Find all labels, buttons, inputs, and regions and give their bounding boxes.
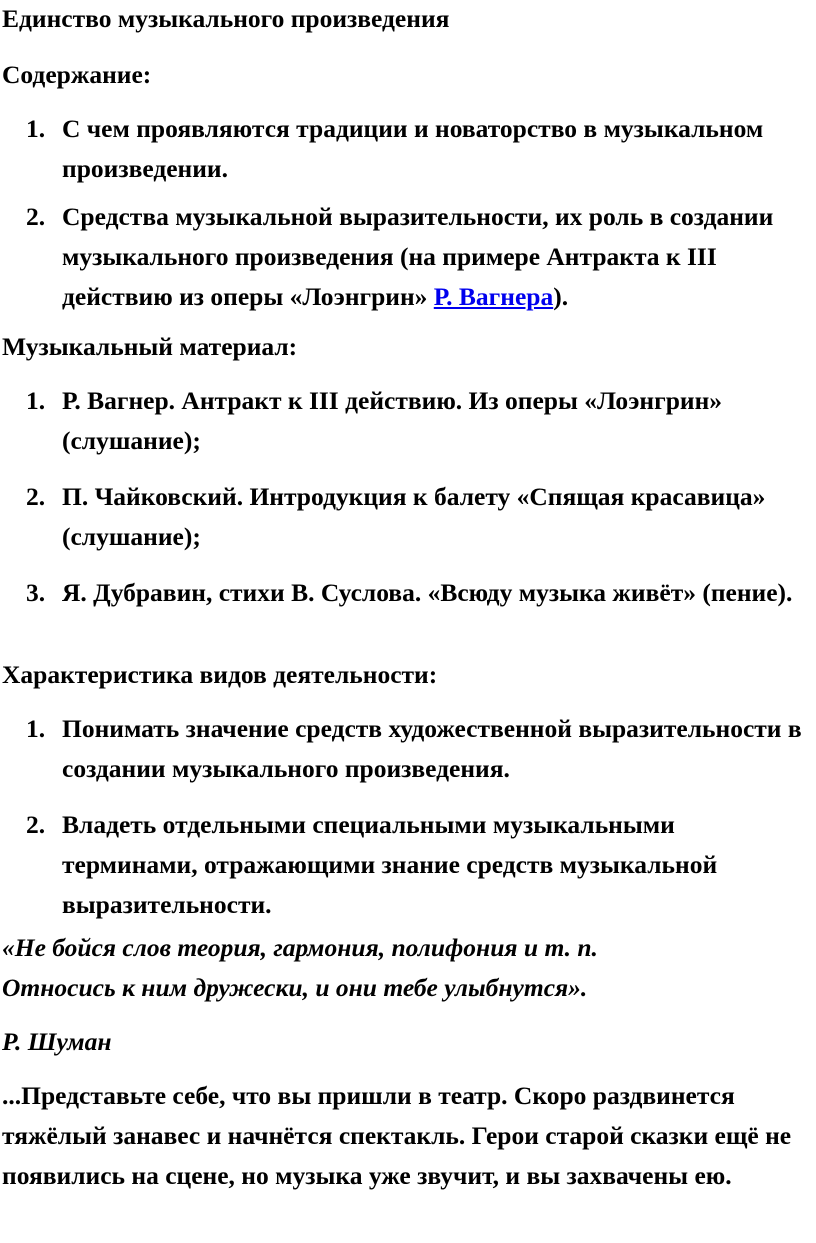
material-list bbox=[0, 381, 816, 613]
document-title: Единство музыкального произведения bbox=[2, 4, 450, 33]
wagner-link[interactable]: Р. Вагнера bbox=[433, 282, 554, 311]
contents-heading: Содержание: bbox=[2, 60, 152, 89]
list-item-text: Средства музыкальной выразительности, их роль в создании музыкального произведения (на примере Антракта к III действию из оперы «Лоэнгрин» bbox=[62, 202, 774, 311]
list-item bbox=[0, 381, 816, 461]
quote-line-1: «Не бойся слов теория, гармония, полифония и т. п. bbox=[2, 933, 598, 962]
list-item bbox=[0, 573, 816, 613]
list-number: 1. bbox=[26, 386, 46, 415]
list-number: 1. bbox=[26, 714, 46, 743]
list-number: 2. bbox=[26, 482, 46, 511]
list-item-text: Понимать значение средств художественной выразительности в создании музыкального произведения. bbox=[62, 714, 802, 783]
list-item bbox=[0, 805, 816, 925]
list-number: 1. bbox=[26, 114, 46, 143]
list-item-text: Владеть отдельными специальными музыкальными терминами, отражающими знание средств музыкальной выразительности. bbox=[62, 810, 718, 919]
quote-author: Р. Шуман bbox=[2, 1027, 112, 1056]
closing-paragraph: ...Представьте себе, что вы пришли в театр. Скоро раздвинется тяжёлый занавес и начнётся спектакль. Герои старой сказки ещё не появились на сцене, но музыка уже звучит, и вы захвачены ею. bbox=[2, 1081, 792, 1190]
list-item-text-end: ). bbox=[553, 282, 569, 311]
activities-heading: Характеристика видов деятельности: bbox=[2, 660, 438, 689]
list-item-text: С чем проявляются традиции и новаторство в музыкальном произведении. bbox=[62, 114, 764, 183]
list-item bbox=[0, 109, 816, 189]
list-number: 2. bbox=[26, 810, 46, 839]
activities-list bbox=[0, 709, 816, 925]
list-number: 3. bbox=[26, 578, 46, 607]
material-heading: Музыкальный материал: bbox=[2, 332, 298, 361]
list-item bbox=[0, 477, 816, 557]
list-item-text: Р. Вагнер. Антракт к III действию. Из оперы «Лоэнгрин» (слушание); bbox=[62, 386, 723, 455]
list-item-text: Я. Дубравин, стихи В. Суслова. «Всюду музыка живёт» (пение). bbox=[62, 578, 793, 607]
list-item-text: П. Чайковский. Интродукция к балету «Спящая красавица» (слушание); bbox=[62, 482, 766, 551]
contents-list bbox=[0, 109, 816, 317]
quote-line-2: Относись к ним дружески, и они тебе улыбнутся». bbox=[2, 973, 588, 1002]
list-item bbox=[0, 197, 816, 317]
list-number: 2. bbox=[26, 202, 46, 231]
list-item bbox=[0, 709, 816, 789]
